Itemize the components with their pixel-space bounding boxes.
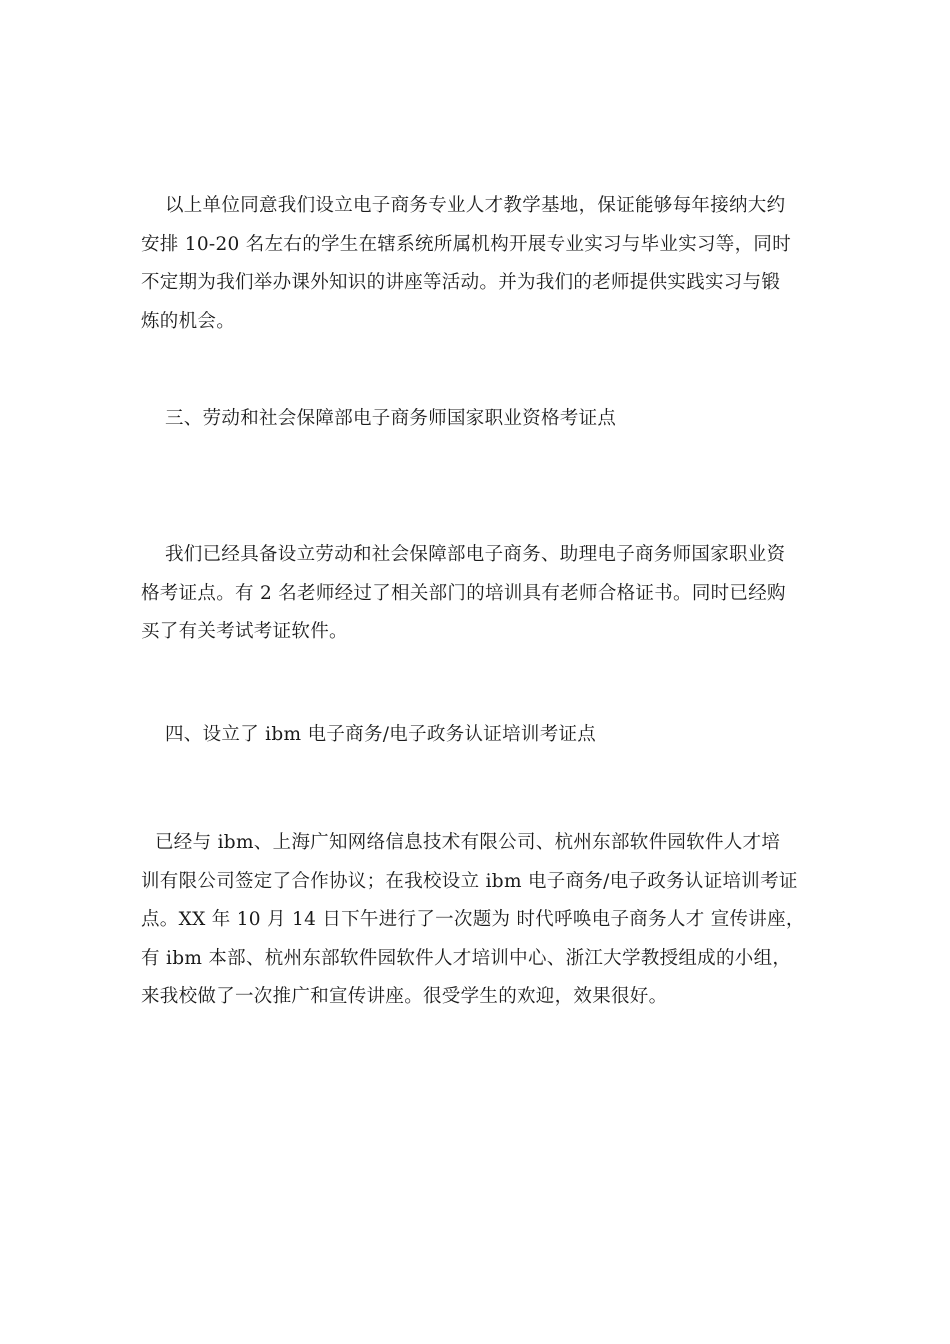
paragraph-line: 炼的机会。 bbox=[141, 310, 236, 332]
paragraph-line: 我们已经具备设立劳动和社会保障部电子商务、助理电子商务师国家职业资 bbox=[165, 544, 786, 565]
paragraph-teaching-base bbox=[141, 187, 813, 341]
paragraph-line: 点。XX 年 10 月 14 日下午进行了一次题为 时代呼唤电子商务人才 宣传讲座， bbox=[141, 909, 805, 930]
heading-line: 四、设立了 ibm 电子商务/电子政务认证培训考证点 bbox=[165, 724, 597, 745]
paragraph-ibm-cooperation bbox=[141, 824, 813, 1017]
paragraph-line: 不定期为我们举办课外知识的讲座等活动。并为我们的老师提供实践实习与锻 bbox=[141, 272, 781, 293]
paragraph-line: 有 ibm 本部、杭州东部软件园软件人才培训中心、浙江大学教授组成的小组， bbox=[141, 947, 792, 969]
paragraph-line: 安排 10-20 名左右的学生在辖系统所属机构开展专业实习与毕业实习等，同时 bbox=[141, 233, 791, 255]
section-heading-4 bbox=[141, 716, 813, 755]
paragraph-line: 买了有关考试考证软件。 bbox=[141, 621, 348, 642]
paragraph-line: 训有限公司签定了合作协议；在我校设立 ibm 电子商务/电子政务认证培训考证 bbox=[141, 870, 798, 892]
section-heading-3 bbox=[141, 400, 813, 439]
paragraph-line: 已经与 ibm、上海广知网络信息技术有限公司、杭州东部软件园软件人才培 bbox=[155, 832, 781, 853]
paragraph-line: 来我校做了一次推广和宣传讲座。很受学生的欢迎，效果很好。 bbox=[141, 986, 668, 1007]
paragraph-line: 以上单位同意我们设立电子商务专业人才教学基地，保证能够每年接纳大约 bbox=[165, 195, 786, 216]
paragraph-exam-center bbox=[141, 536, 813, 652]
paragraph-line: 格考证点。有 2 名老师经过了相关部门的培训具有老师合格证书。同时已经购 bbox=[141, 582, 786, 604]
heading-line: 三、劳动和社会保障部电子商务师国家职业资格考证点 bbox=[165, 408, 617, 429]
